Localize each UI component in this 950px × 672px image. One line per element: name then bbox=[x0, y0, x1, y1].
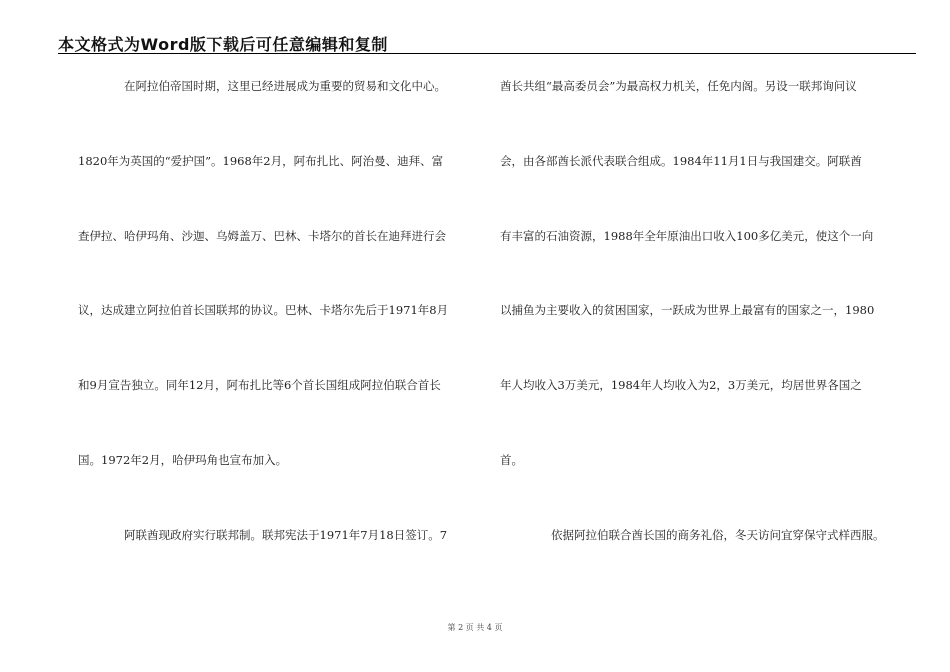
document-header-title: 本文格式为Word版下载后可任意编辑和复制 bbox=[58, 35, 388, 54]
paragraph-line: 有丰富的石油资源，1988年全年原油出口收入100多亿美元，使这个一向 bbox=[500, 229, 874, 243]
left-text-column bbox=[78, 0, 464, 672]
page-number-footer: 第 2 页 共 4 页 bbox=[447, 623, 503, 632]
right-text-column bbox=[500, 0, 895, 672]
paragraph-line: 在阿拉伯帝国时期，这里已经进展成为重要的贸易和文化中心。 bbox=[124, 79, 446, 93]
paragraph-line: 以捕鱼为主要收入的贫困国家，一跃成为世界上最富有的国家之一，1980 bbox=[500, 303, 875, 317]
paragraph-line: 查伊拉、哈伊玛角、沙迦、乌姆盖万、巴林、卡塔尔的首长在迪拜进行会 bbox=[78, 229, 446, 243]
paragraph-line: 议，达成建立阿拉伯首长国联邦的协议。巴林、卡塔尔先后于1971年8月 bbox=[78, 303, 449, 317]
paragraph-line: 依据阿拉伯联合酋长国的商务礼俗，冬天访问宜穿保守式样西服。 bbox=[551, 528, 885, 542]
paragraph-line: 和9月宣告独立。同年12月，阿布扎比等6个首长国组成阿拉伯联合首长 bbox=[78, 378, 441, 392]
paragraph-line: 会，由各部酋长派代表联合组成。1984年11月1日与我国建交。阿联酋 bbox=[500, 154, 862, 168]
paragraph-line: 阿联酋现政府实行联邦制。联邦宪法于1971年7月18日签订。7 bbox=[124, 528, 448, 542]
paragraph-line: 首。 bbox=[500, 453, 523, 467]
paragraph-line: 年人均收入3万美元，1984年人均收入为2，3万美元，均居世界各国之 bbox=[500, 378, 862, 392]
paragraph-line: 国。1972年2月，哈伊玛角也宣布加入。 bbox=[78, 453, 288, 467]
paragraph-line: 酋长共组“最高委员会”为最高权力机关，任免内阁。另设一联邦询问议 bbox=[500, 79, 857, 93]
paragraph-line: 1820年为英国的“爱护国”。1968年2月，阿布扎比、阿治曼、迪拜、富 bbox=[78, 154, 444, 168]
